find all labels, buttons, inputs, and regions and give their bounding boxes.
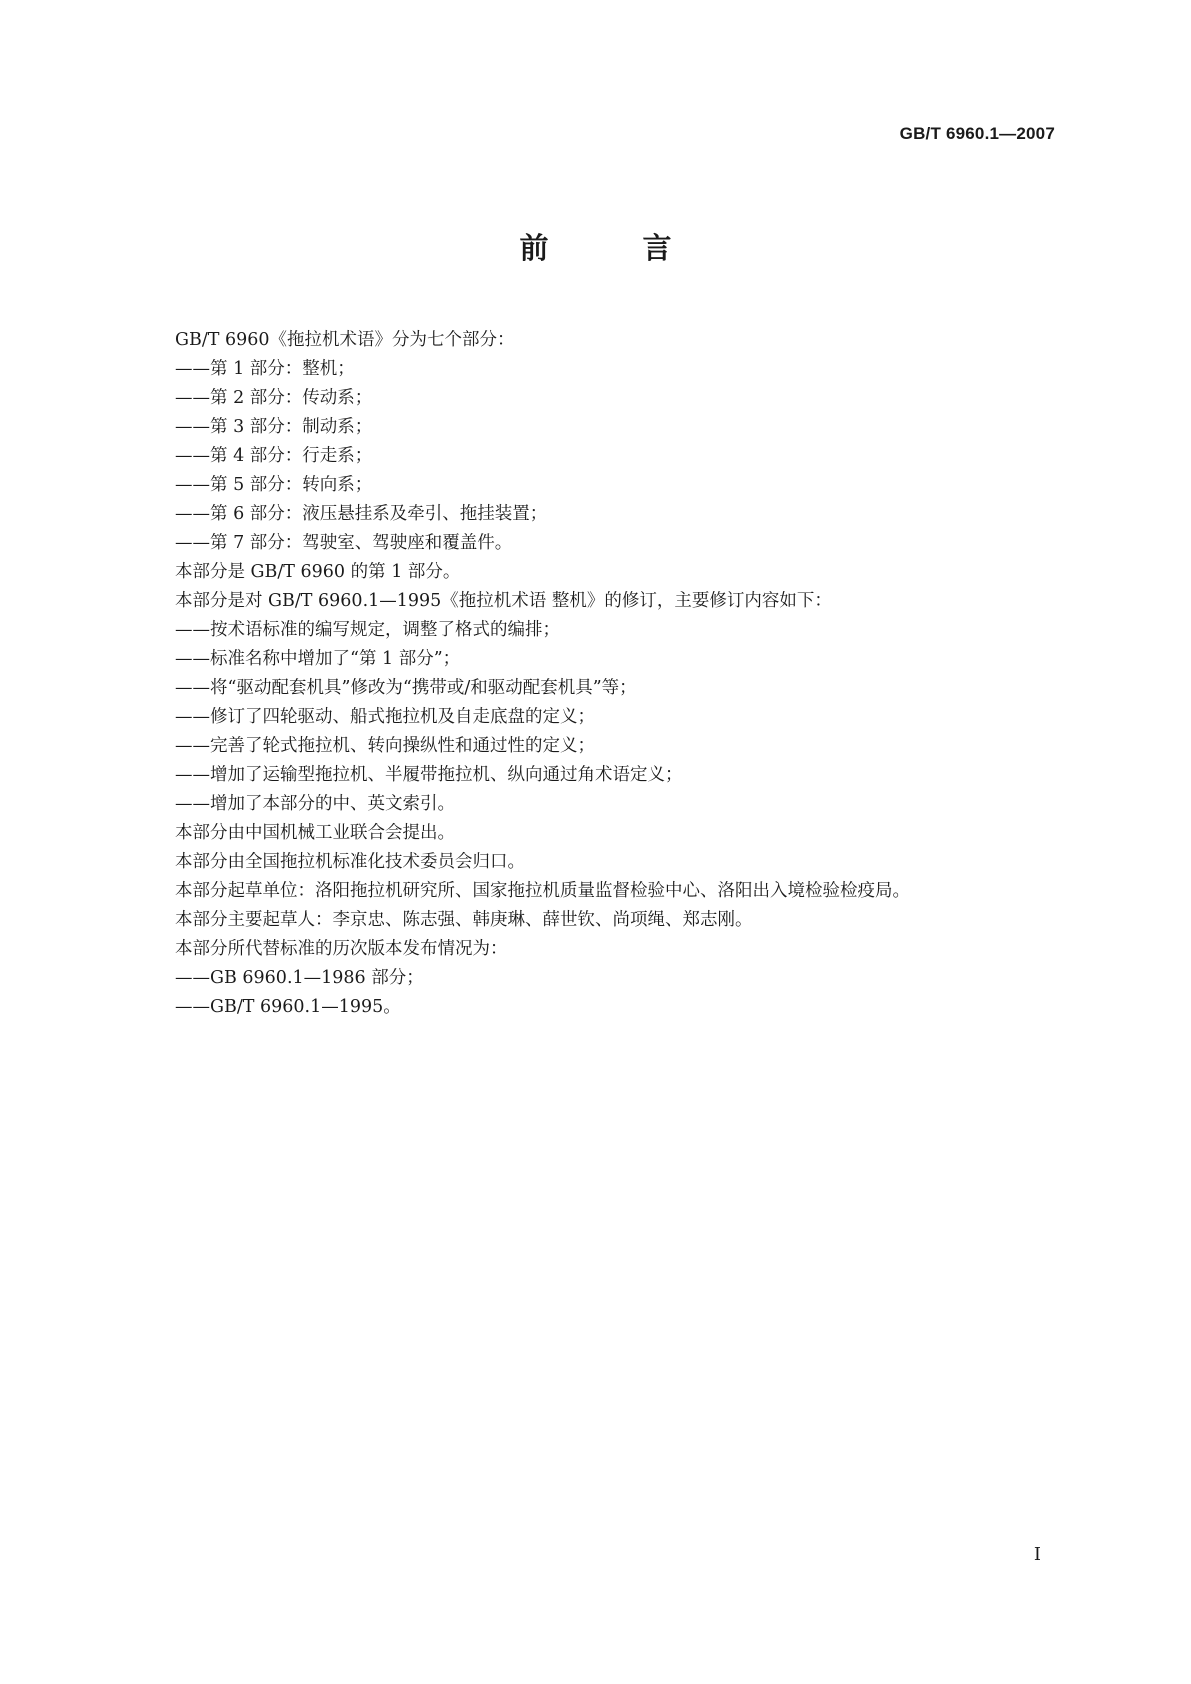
foreword-line: ——第 7 部分：驾驶室、驾驶座和覆盖件。 (175, 533, 513, 553)
foreword-line: 本部分所代替标准的历次版本发布情况为： (175, 939, 508, 959)
foreword-line: GB/T 6960《拖拉机术语》分为七个部分： (175, 330, 515, 350)
foreword-line: ——GB 6960.1—1986 部分； (175, 968, 424, 988)
foreword-line: ——按术语标准的编写规定，调整了格式的编排； (175, 620, 560, 640)
page-title: 前 言 (519, 231, 714, 265)
standard-code: GB/T 6960.1—2007 (899, 124, 1055, 143)
foreword-line: 本部分由全国拖拉机标准化技术委员会归口。 (175, 852, 525, 872)
foreword-line: ——第 5 部分：转向系； (175, 475, 373, 495)
foreword-line: ——第 4 部分：行走系； (175, 446, 373, 466)
foreword-line: 本部分由中国机械工业联合会提出。 (175, 823, 455, 843)
foreword-line: ——增加了运输型拖拉机、半履带拖拉机、纵向通过角术语定义； (175, 765, 683, 785)
page-number: I (1033, 1544, 1041, 1565)
foreword-line: ——将“驱动配套机具”修改为“携带或/和驱动配套机具”等； (175, 678, 637, 698)
foreword-line: ——第 1 部分：整机； (175, 359, 355, 379)
foreword-line: 本部分是 GB/T 6960 的第 1 部分。 (175, 562, 461, 582)
foreword-body (175, 326, 1075, 1022)
foreword-line: 本部分是对 GB/T 6960.1—1995《拖拉机术语 整机》的修订，主要修订内容如下： (175, 591, 832, 611)
foreword-line: ——标准名称中增加了“第 1 部分”； (175, 649, 461, 669)
foreword-line: 本部分起草单位：洛阳拖拉机研究所、国家拖拉机质量监督检验中心、洛阳出入境检验检疫局。 (175, 881, 910, 901)
foreword-line: ——GB/T 6960.1—1995。 (175, 997, 401, 1017)
foreword-line: ——第 6 部分：液压悬挂系及牵引、拖挂装置； (175, 504, 548, 524)
foreword-line: ——第 2 部分：传动系； (175, 388, 373, 408)
foreword-line: 本部分主要起草人：李京忠、陈志强、韩庚琳、薛世钦、尚项绳、郑志刚。 (175, 910, 753, 930)
foreword-line: ——增加了本部分的中、英文索引。 (175, 794, 455, 814)
foreword-line: ——第 3 部分：制动系； (175, 417, 373, 437)
foreword-line: ——完善了轮式拖拉机、转向操纵性和通过性的定义； (175, 736, 595, 756)
foreword-line: ——修订了四轮驱动、船式拖拉机及自走底盘的定义； (175, 707, 595, 727)
